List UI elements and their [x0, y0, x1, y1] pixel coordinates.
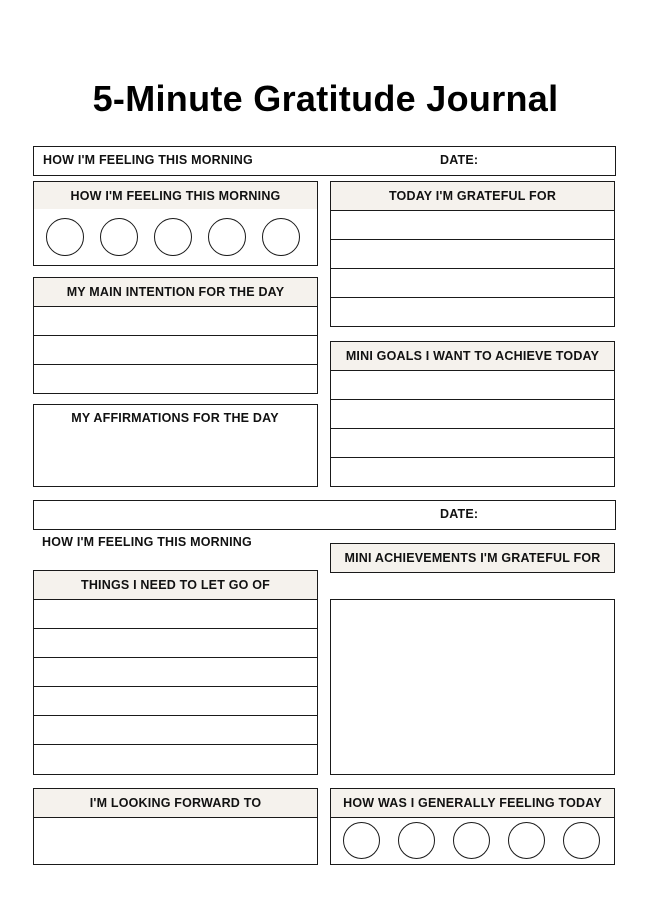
let-go-line[interactable] [33, 716, 318, 745]
evening-feeling-label: HOW I'M FEELING THIS MORNING [42, 535, 252, 549]
goal-line[interactable] [330, 429, 615, 458]
intention-line[interactable] [33, 365, 318, 394]
let-go-header: THINGS I NEED TO LET GO OF [33, 570, 318, 600]
intention-line[interactable] [33, 307, 318, 336]
morning-feeling-header: HOW I'M FEELING THIS MORNING [33, 181, 318, 211]
generally-header: HOW WAS I GENERALLY FEELING TODAY [330, 788, 615, 818]
mood-circle[interactable] [398, 822, 435, 859]
goal-line[interactable] [330, 458, 615, 487]
grateful-line[interactable] [330, 298, 615, 327]
mood-circle[interactable] [262, 218, 300, 256]
intention-line[interactable] [33, 336, 318, 365]
grateful-header: TODAY I'M GRATEFUL FOR [330, 181, 615, 211]
affirmations-label: MY AFFIRMATIONS FOR THE DAY [71, 411, 279, 425]
evening-mood-row [330, 818, 615, 865]
intention-header: MY MAIN INTENTION FOR THE DAY [33, 277, 318, 307]
grateful-line[interactable] [330, 240, 615, 269]
affirmations-box[interactable] [33, 404, 318, 487]
morning-date-label: DATE: [440, 153, 479, 167]
achievements-box[interactable] [330, 599, 615, 775]
mood-circle[interactable] [208, 218, 246, 256]
mood-circle[interactable] [563, 822, 600, 859]
forward-box[interactable] [33, 818, 318, 865]
mood-circle[interactable] [343, 822, 380, 859]
mood-circle[interactable] [453, 822, 490, 859]
let-go-line[interactable] [33, 600, 318, 629]
mood-circle[interactable] [100, 218, 138, 256]
morning-top-feeling-label: HOW I'M FEELING THIS MORNING [43, 153, 253, 167]
mood-circle[interactable] [46, 218, 84, 256]
let-go-line[interactable] [33, 629, 318, 658]
let-go-line[interactable] [33, 658, 318, 687]
goals-header: MINI GOALS I WANT TO ACHIEVE TODAY [330, 341, 615, 371]
let-go-line[interactable] [33, 687, 318, 716]
goal-line[interactable] [330, 400, 615, 429]
page-title: 5-Minute Gratitude Journal [92, 78, 559, 119]
morning-mood-row [33, 209, 318, 266]
grateful-line[interactable] [330, 211, 615, 240]
achievements-header: MINI ACHIEVEMENTS I'M GRATEFUL FOR [330, 543, 615, 573]
let-go-line[interactable] [33, 745, 318, 775]
mood-circle[interactable] [154, 218, 192, 256]
morning-info-bar [33, 146, 616, 176]
mood-circle[interactable] [508, 822, 545, 859]
goal-line[interactable] [330, 371, 615, 400]
evening-date-label: DATE: [440, 507, 479, 521]
grateful-line[interactable] [330, 269, 615, 298]
forward-header: I'M LOOKING FORWARD TO [33, 788, 318, 818]
evening-info-bar [33, 500, 616, 530]
